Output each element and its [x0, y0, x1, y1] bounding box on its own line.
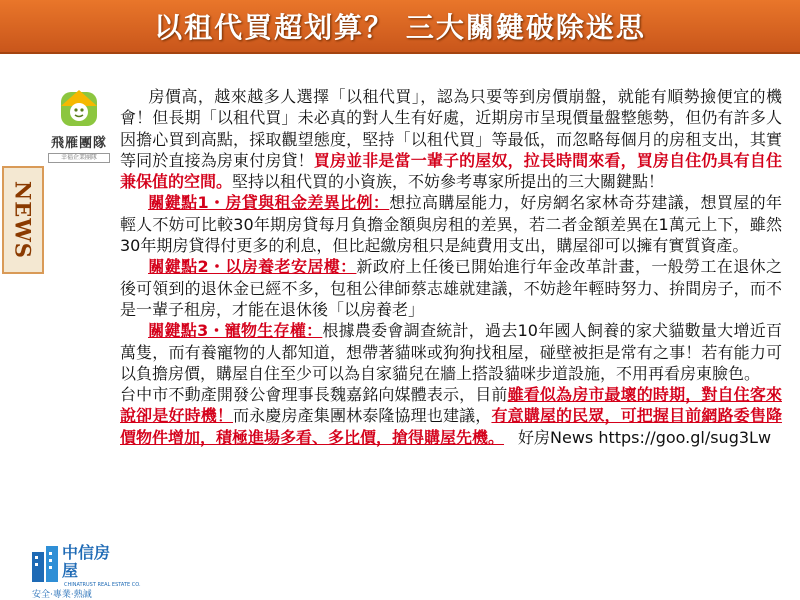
conclusion-text: 台中市不動產開發公會理事長魏嘉銘向媒體表示，目前 [120, 385, 508, 405]
house-logo-icon [57, 86, 101, 130]
conclusion-text-2: 而永慶房產集團林泰隆協理也建議， [233, 406, 492, 426]
logo-bottom-slogan: 安全‧專業‧熱誠 [32, 590, 92, 600]
intro-text-end: 堅持以租代買的小資族，不妨參考專家所提出的三大關鍵點！ [232, 172, 665, 192]
logo-bottom-english: CHINATRUST REAL ESTATE CO. [64, 582, 141, 588]
building-logo-icon [30, 544, 60, 584]
intro-highlight: 買房並非是當一輩子的屋奴，拉長時間來看，買房自住仍具有自住兼保值的空間。 [120, 150, 782, 192]
article-paragraph-key2 [120, 256, 782, 320]
conclusion-highlight: 雖看似為房市最壞的時期，對自住客來說卻是好時機！ [120, 385, 782, 426]
article-paragraph-conclusion [120, 384, 782, 448]
logo-top-slogan: 幸福企業團隊 [48, 153, 110, 163]
chinatrust-logo [30, 543, 141, 600]
page-title: 以租代買超划算？ 三大關鍵破除迷思 [154, 11, 646, 44]
article-source: 好房News https://goo.gl/sug3Lw [518, 427, 772, 447]
intro-text: 房價高，越來越多人選擇「以租代買」，認為只要等到房價崩盤，就能有順勢撿便宜的機會！但長期「以租代買」未必真的對人生有好處，近期房市呈現價量盤整態勢，但仍有許多人因擔心買到高點，採取觀望態度，堅持「以租代買」等最低，而忽略每個月的房租支出，其實等同於直接為房東付房貸！ [120, 87, 782, 170]
key1-title: 關鍵點1・房貸與租金差異比例： [148, 193, 390, 213]
key2-title: 關鍵點2・以房養老安居樓： [148, 257, 357, 277]
feiyan-team-logo [48, 86, 110, 161]
news-side-tab [2, 166, 44, 274]
article-paragraph-key1 [120, 192, 782, 256]
news-tab-label: NEWS [10, 181, 36, 259]
key3-title: 關鍵點3・寵物生存權： [148, 321, 323, 341]
article-paragraph-key3 [120, 320, 782, 384]
title-bar [0, 0, 800, 54]
conclusion-highlight-2: 有意購屋的民眾，可把握目前網路委售降價物件增加，積極進場多看、多比價，搶得購屋先機。 [120, 406, 782, 447]
article-paragraph-intro [120, 86, 782, 192]
key3-text: 根據農委會調查統計，過去10年國人飼養的家犬貓數量大增近百萬隻，而有養寵物的人都知道，想帶著貓咪或狗狗找租屋，碰壁被拒是常有之事！若有能力可以負擔房價，購屋自住至少可以為自家貓兒在牆上搭設貓咪步道設施，不用再看房東臉色。 [120, 321, 782, 383]
logo-top-name: 飛雁團隊 [50, 136, 107, 151]
key2-text: 新政府上任後已開始進行年金改革計畫，一般勞工在退休之後可領到的退休金已經不多，包租公律師蔡志雄就建議，不妨趁年輕時努力、拚間房子，而不是一輩子租房，才能在退休後「以房養老」 [120, 257, 782, 319]
key1-text: 想拉高購屋能力，好房網名家林奇芬建議，想買屋的年輕人不妨可比較30年期房貸每月負擔金額與房租的差異，若二者金額差異在1萬元上下，雖然30年期房貸得付更多的利息，但比起繳房租只是純費用支出，購屋卻可以擁有實質資產。 [120, 193, 782, 256]
logo-bottom-name: 中信房屋 [62, 543, 111, 580]
article-body [120, 86, 782, 448]
